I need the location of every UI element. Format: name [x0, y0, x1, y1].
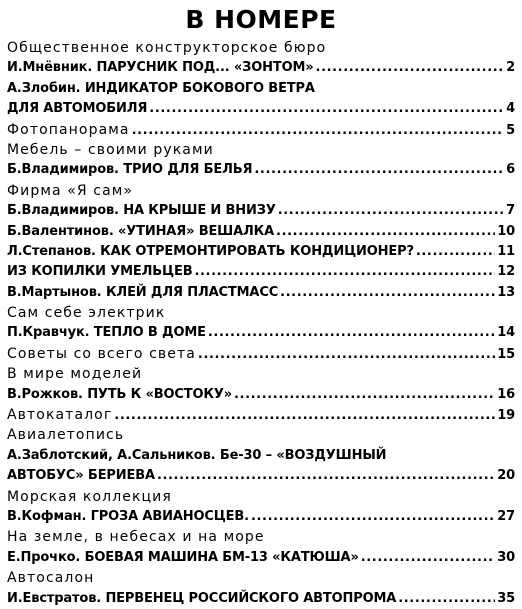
page-number: 14: [497, 325, 515, 341]
entry-title: В.Рожков. ПУТЬ К «ВОСТОКУ»: [7, 386, 233, 402]
section-heading: Сам себе электрик: [7, 305, 166, 322]
dot-leader: [157, 466, 495, 486]
page-title: В НОМЕРЕ: [185, 5, 337, 34]
section-entry: [7, 344, 515, 364]
section-heading: Мебель – своими руками: [7, 141, 214, 158]
article-title-line: А.Заблотский, А.Сальников. Бе-30 – «ВОЗДУШНЫЙ: [7, 447, 387, 463]
article-entry: [7, 160, 515, 180]
entry-title: Б.Владимиров. НА КРЫШЕ И ВНИЗУ: [7, 203, 276, 219]
page-number: 11: [497, 243, 515, 259]
dot-leader: [198, 345, 495, 364]
page-number: 16: [497, 386, 515, 402]
dot-leader: [280, 283, 495, 303]
entry-title: В.Кофман. ГРОЗА АВИАНОСЦЕВ.: [7, 508, 249, 524]
page-number: 13: [497, 284, 515, 300]
section-heading: На земле, в небесах и на море: [7, 529, 265, 546]
dot-leader: [316, 58, 505, 78]
section-heading: Авиалетопись: [7, 427, 125, 444]
entry-title: И.Евстратов. ПЕРВЕНЕЦ РОССИЙСКОГО АВТОПРОМА: [7, 590, 397, 606]
entry-title: В.Мартынов. КЛЕЙ ДЛЯ ПЛАСТМАСС: [7, 284, 279, 300]
page-number: 20: [497, 468, 515, 484]
entry-title: Б.Валентинов. «УТИНАЯ» ВЕШАЛКА: [7, 223, 275, 239]
article-title-line: А.Злобин. ИНДИКАТОР БОКОВОГО ВЕТРА: [7, 80, 315, 96]
dot-leader: [398, 589, 495, 609]
article-entry: [7, 201, 515, 221]
section-entry: [7, 120, 515, 140]
dot-leader: [114, 406, 495, 425]
article-entry: [7, 323, 515, 343]
dot-leader: [208, 323, 495, 343]
article-entry: [7, 242, 515, 262]
page-number: 5: [506, 122, 515, 138]
dot-leader: [194, 262, 495, 282]
dot-leader: [278, 201, 504, 221]
dot-leader: [251, 507, 495, 527]
entry-title: Фотопанорама: [7, 121, 130, 138]
section-heading: Морская коллекция: [7, 488, 172, 505]
dot-leader: [132, 121, 504, 140]
page-number: 35: [497, 590, 515, 606]
section-heading: В мире моделей: [7, 366, 143, 383]
dot-leader: [276, 222, 495, 242]
article-entry: [7, 385, 515, 405]
section-entry: [7, 405, 515, 425]
entry-title: Е.Прочко. БОЕВАЯ МАШИНА БМ-13 «КАТЮША»: [7, 549, 359, 565]
article-entry: [7, 283, 515, 303]
page-number: 4: [506, 101, 515, 117]
article-entry: [7, 548, 515, 568]
dot-leader: [416, 242, 495, 262]
dot-leader: [254, 160, 504, 180]
page-number: 19: [497, 408, 515, 424]
page-number: 27: [497, 508, 515, 524]
entry-title: И.Мнёвник. ПАРУСНИК ПОД... «ЗОНТОМ»: [7, 60, 314, 76]
entry-title: Л.Степанов. КАК ОТРЕМОНТИРОВАТЬ КОНДИЦИОНЕР?: [7, 243, 414, 259]
article-entry: [7, 466, 515, 486]
section-heading: Автосалон: [7, 570, 95, 587]
dot-leader: [149, 99, 504, 119]
entry-title: Б.Владимиров. ТРИО ДЛЯ БЕЛЬЯ: [7, 162, 253, 178]
article-entry: [7, 222, 515, 242]
section-heading: Общественное конструкторское бюро: [7, 40, 327, 56]
entry-title: Автокаталог: [7, 407, 113, 424]
entry-title: АВТОБУС» БЕРИЕВА: [7, 468, 155, 484]
article-entry: [7, 262, 515, 282]
article-entry: [7, 589, 515, 609]
entry-title: ИЗ КОПИЛКИ УМЕЛЬЦЕВ: [7, 264, 193, 280]
entry-title: ДЛЯ АВТОМОБИЛЯ: [7, 101, 148, 117]
article-entry: [7, 58, 515, 78]
dot-leader: [361, 548, 495, 568]
article-entry: [7, 507, 515, 527]
page-number: 30: [497, 549, 515, 565]
page-number: 7: [506, 203, 515, 219]
dot-leader: [234, 385, 495, 405]
page-number: 6: [506, 162, 515, 178]
page-number: 10: [497, 223, 515, 239]
page-number: 2: [506, 60, 515, 76]
table-of-contents: [7, 38, 515, 609]
entry-title: Советы со всего света: [7, 345, 196, 362]
page-number: 12: [497, 264, 515, 280]
entry-title: П.Кравчук. ТЕПЛО В ДОМЕ: [7, 325, 206, 341]
section-heading: Фирма «Я сам»: [7, 182, 134, 199]
page-number: 15: [497, 346, 515, 362]
article-entry: [7, 99, 515, 119]
